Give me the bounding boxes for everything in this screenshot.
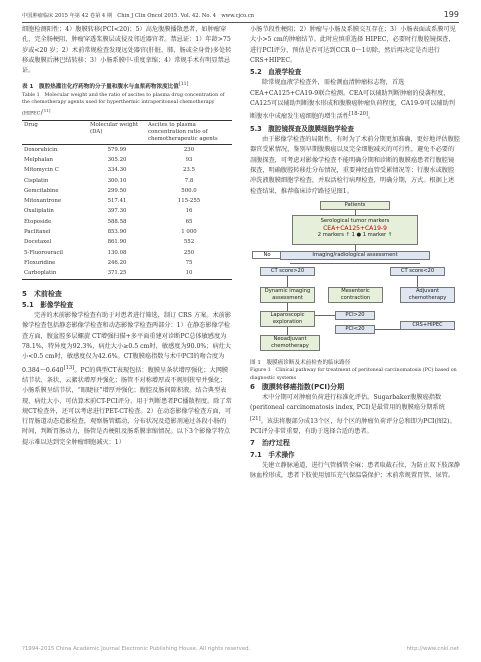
- page-footer: [22, 646, 459, 652]
- section-5-heading: 5 术前检查: [22, 289, 62, 298]
- flow-connector: [287, 303, 288, 311]
- paragraph-imaging-text: 完善的术前影像学检查有助于对患者进行筛选，制订 CRS 方案。术前影像学检查包括静态影像学检查和动态影像学检查两部分：1）在静态影像学检查方面，腹盆腔多层螺旋 CT增强扫描+多平面重建对诊断PC总体敏感度为78.1%，特异度为92.3%，病灶大小≥0.5 cm时，敏感度为90.0%；病灶大小<0.5 cm时，敏感度仅为42.6%。CT腹膜癌指数与术中PCI的吻合度为0.384～0.640: [22, 312, 232, 374]
- flow-connector: [315, 315, 335, 316]
- ref-13: [13]: [63, 364, 75, 371]
- figure-1-caption: 图 1 腹膜癌诊断及术前检查的临床路径: [250, 359, 351, 366]
- col-header-drug: Drug: [24, 121, 38, 128]
- footer-url: http://www.cnki.net: [406, 646, 459, 652]
- mw-cell: 334.30: [107, 167, 127, 174]
- ratio-cell: 7.8: [184, 177, 194, 184]
- paragraph-blood-text: 除常规血液学检查外，需检测血清肿瘤标志物，首选CEA+CA125+CA19-9联合检测。CEA可以辅助判断肿瘤的侵袭程度，CA125可以辅助判断腹水形成和腹膜癌肿瘤负荷程度，CA19-9可以辅助判断腹水中成瘤发生癌细胞的增生活性: [250, 79, 455, 121]
- flow-no: No: [252, 251, 282, 259]
- table-title-en-ref: [11]: [42, 107, 51, 113]
- drug-cell: Docetaxel: [24, 239, 52, 246]
- flow-connector: [290, 263, 420, 264]
- table-row: [22, 196, 232, 206]
- table-caption-en: [22, 92, 232, 118]
- mw-cell: 517.41: [107, 198, 127, 205]
- flow-markers-box: [292, 215, 418, 245]
- table-row: [22, 227, 232, 237]
- mw-cell: 305.20: [107, 156, 127, 163]
- table-row: [22, 258, 232, 268]
- table-row: [22, 248, 232, 258]
- paragraph-surgery: 先建立静脉通道，进行气管插管全麻；患者取截石位，为防止双下肢深静脉血栓形成，患者下肢使用加压充气保温袋保护；术前常规置胃管、尿管。: [250, 461, 460, 480]
- paragraph-indications: 细胞检测阳性；4）腹膜转移(PCI<20)；5）高危腹膜播散患者，如肿瘤穿孔、完全肠梗阻、肿瘤穿透浆膜层或侵及邻近器官者。禁忌证：1）年龄>75 岁或<20 岁；2）术前常规检查发现远处器官(肝脏、肺、肠或全身骨)多处转移或腹膜后淋巴结转移；3）小肠系膜中-重度挛缩；4）常规手术有明显禁忌证。: [22, 26, 232, 75]
- ref-18-20: [18-20]: [349, 111, 368, 118]
- section-6-heading: 6 腹膜转移癌指数(PCI)分期: [250, 382, 345, 391]
- running-header: [22, 10, 459, 23]
- flow-connector: [375, 329, 400, 330]
- flow-markers: CEA+CA125+CA19-9: [323, 224, 387, 232]
- drug-cell: Carboplatin: [24, 270, 57, 277]
- flow-patients: Patients: [320, 201, 390, 210]
- paragraph-imaging-cont: 小肠节段性梗阻；2）肿瘤与小肠及系膜交互存在；3）小肠表面或系膜可见大小>5 cm的肿瘤结节。此时应慎重选择 HIPEC，必要时行腹腔镜探查，进行PCI评分，预估是否可达到CCR 0～1切除，然后再决定是否进行CRS+HIPEC。: [250, 26, 456, 64]
- flow-crs-hipec: CRS+HIPEC: [400, 321, 455, 330]
- flow-adjuvant: Adjuvant chemotherapy: [400, 287, 455, 303]
- paragraph-pci-text: 术中分期可对肿瘤负荷进行标准化评估。Sugarbaker腹膜癌指数(peritoneal carcinomatosis index, PCI)是最常用的腹膜癌分期系统: [250, 394, 445, 412]
- drug-cell: Melphalan: [24, 156, 53, 163]
- ratio-cell: 115-255: [177, 198, 201, 205]
- drug-cell: Oxaliplatin: [24, 208, 54, 215]
- ratio-cell: 552: [183, 239, 195, 246]
- drug-cell: Floxuridine: [24, 259, 56, 266]
- drug-cell: Doxorubicin: [24, 146, 58, 153]
- figure-caption: [250, 359, 460, 382]
- drug-cell: Mitoxantrone: [24, 198, 62, 205]
- mw-cell: 397.30: [107, 208, 127, 215]
- table-row: [22, 237, 232, 247]
- flow-imaging: Imaging/radiological assessment: [280, 251, 430, 260]
- figure-1-caption-en: Figure 1 Clinical pathway for treatment of peritoneal carcinomatosis (PC) based on diagnostic systems: [250, 368, 457, 381]
- col-header-mw: Molecular weight (DA): [90, 121, 139, 135]
- ref-21: [21]: [250, 415, 261, 422]
- section-5-3-heading: 5.3 腹腔镜探查及腹膜细胞学检查: [250, 124, 354, 133]
- paragraph-imaging-text-b: 。PC的典型CT表现包括：腹膜呈条状增厚强化；大网膜结节状、条状、云絮状增厚并强化；肠管不对称增厚或不规则狭窄并强化；小肠系膜呈结节状，“眼睫征”增厚并强化；腹腔及肠间隙积液。结合典型表现，病灶大小，可估算术前CT-PCI评分，用于判断患者PC播散程度。除了常规CT检查外，还可以考虑进行PET-CT检查。2）在动态影像学检查方面，可行胃肠道动态造影检查，观察肠管蠕动，分布状况及造影剂通过各段小肠的时间，判断胃肠动力，肠管是否梗阻及肠系膜挛缩情况。以下3个影像学特点提示难以达到完全肿瘤细胞减灭：1）: [22, 366, 232, 446]
- drug-cell: Gemcitabine: [24, 187, 59, 194]
- ratio-cell: 16: [185, 208, 193, 215]
- table-row: [22, 176, 232, 186]
- ratio-cell: 23.5: [182, 167, 195, 174]
- mw-cell: 861.90: [107, 239, 127, 246]
- mw-cell: 579.99: [107, 146, 127, 153]
- flow-markers-title: Serological tumor markers: [320, 217, 390, 224]
- drug-cell: Mitomycin C: [24, 167, 59, 174]
- mw-cell: 588.58: [107, 218, 127, 225]
- flow-dynamic: Dynamic imaging assessment: [260, 287, 315, 303]
- table-row: [22, 186, 232, 196]
- flow-ct-high: CT score>20: [260, 267, 315, 276]
- mw-cell: 300.10: [107, 177, 127, 184]
- flow-meso: Mesenteric contraction: [328, 287, 383, 303]
- ratio-cell: 250: [183, 249, 195, 256]
- section-5-2-heading: 5.2 血液学检查: [250, 68, 302, 77]
- table-row: [22, 268, 232, 279]
- mw-cell: 853.90: [107, 229, 127, 236]
- paragraph-laparoscopy: 由于影像学检查的局限性，有时为了术前分期更加准确，更好地评估腹腔器官受累情况，鉴别早期腹膜癌以及完全细胞减灭的可行性，避免不必要的剖腹探查，可考虑对影像学检查不能明确分期和诊断的腹膜癌患者行腹腔镜探查，明确腹腔转移灶分布情况，重要神经血管受累情况等；行腹水或腹腔冲洗液腹膜细胞学检查，并取活检行病理检查，明确分期，方式。根据上述检查结果，推荐临床诊疗路径见图1。: [250, 136, 460, 195]
- flow-connector: [287, 276, 288, 287]
- flow-markers-n: 2 markers ↑ 1 ● 1 marker ↑: [317, 231, 393, 238]
- ratio-cell: 65: [185, 218, 193, 225]
- mw-cell: 130.08: [107, 249, 127, 256]
- mw-cell: 246.20: [107, 259, 127, 266]
- section-7-heading: 7 治疗过程: [250, 439, 290, 448]
- ratio-cell: 500.0: [181, 187, 197, 194]
- ratio-cell: 75: [185, 259, 193, 266]
- section-5-1-heading: 5.1 影像学检查: [22, 300, 74, 309]
- ratio-cell: 93: [185, 156, 193, 163]
- ratio-cell: 1 000: [181, 229, 197, 236]
- drug-table: [22, 120, 232, 280]
- paragraph-blood: 除常规血液学检查外，需检测血清肿瘤标志物，首选CEA+CA125+CA19-9联合检测。CEA可以辅助判断肿瘤的侵袭程度，CA125可以辅助判断腹水形成和腹膜癌肿瘤负荷程度，CA19-9可以辅助判断腹水中成瘤发生癌细胞的增生活性[18-20]。: [250, 79, 455, 121]
- table-title-ref: [11]: [178, 82, 189, 88]
- paragraph-pci-text-b: 。该法将腹部分成13个区，每个区的肿瘤负荷评分总和即为PCI(图2)。PCI评分非常重要，有助于选择合适的患者。: [250, 417, 456, 436]
- table-row: [22, 144, 232, 155]
- flowchart-figure-1: [250, 201, 460, 439]
- flow-ct-low: CT score<20: [390, 267, 445, 276]
- paragraph-imaging: [22, 311, 232, 448]
- drug-cell: Cisplatin: [24, 177, 49, 184]
- flow-laparoscopy: Laparoscopic exploration: [260, 311, 315, 327]
- mw-cell: 371.25: [107, 270, 127, 277]
- drug-cell: Etoposide: [24, 218, 52, 225]
- footer-copyright: ?1994-2015 China Academic Journal Electronic Publishing House. All rights reserved.: [22, 646, 251, 652]
- table-caption: [22, 81, 232, 91]
- left-column: [22, 25, 232, 448]
- journal-header: 中国肿瘤临床 2015 年第 42 卷第 4 期 Chin J Clin Oncol 2015. Vol. 42. No. 4 www.cjco.cn: [22, 13, 254, 19]
- table-row: [22, 206, 232, 216]
- page-number: 199: [443, 10, 459, 19]
- ratio-cell: 230: [183, 146, 195, 153]
- flow-connector: [417, 276, 418, 287]
- ratio-cell: 10: [185, 270, 193, 277]
- table-title: 表 1 腹腔热灌注化疗药物的分子量和腹水与血浆药物浓度比值: [22, 84, 179, 91]
- flow-pci-low: PCI<20: [335, 325, 375, 334]
- flow-pci-high: PCI>20: [335, 311, 375, 320]
- drug-cell: Paclitaxel: [24, 229, 51, 236]
- table-row: [22, 217, 232, 227]
- table-row: [22, 165, 232, 175]
- section-7-1-heading: 7.1 手术操作: [250, 450, 295, 459]
- table-row: [22, 155, 232, 165]
- drug-cell: 5-Fluorouracil: [24, 249, 63, 256]
- col-header-ratio: Ascites to plasma concentration ratio of chemotherapeutic agents: [148, 121, 218, 142]
- table-title-en: Table 1 Molecular weight and the ratio of ascites to plasma drug concentration of the chemotherapy agents used for hyperthermic intraperitoneal chemotherapy (HIPEC): [22, 92, 225, 117]
- flow-neoadjuvant: Neoadjuvant chemotherapy: [260, 335, 320, 351]
- flow-connector: [287, 327, 288, 335]
- mw-cell: 299.50: [107, 187, 127, 194]
- right-column: [250, 25, 460, 482]
